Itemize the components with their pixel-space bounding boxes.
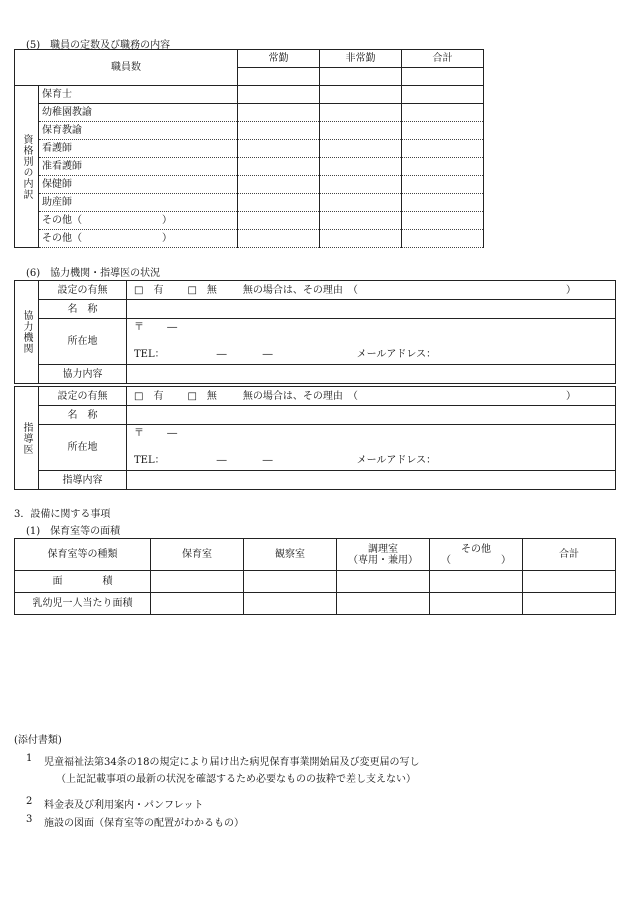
cell[interactable] <box>402 176 484 194</box>
tel-dash-1: ― <box>216 349 227 360</box>
role-row: 保健師 <box>39 176 238 194</box>
mail-label: メールアドレス： <box>356 349 437 360</box>
cell[interactable] <box>320 212 402 230</box>
cell[interactable] <box>402 230 484 248</box>
reason-label: 無の場合は、その理由 （ <box>242 284 358 296</box>
reason-close: ） <box>566 390 576 402</box>
attachment-text: 施設の図面（保育室等の配置がわかるもの） <box>44 818 244 829</box>
cell[interactable] <box>244 593 337 615</box>
col-fulltime: 常勤 <box>238 50 320 68</box>
row-area: 面 積 <box>15 571 151 593</box>
cell[interactable] <box>430 571 523 593</box>
group-label: 協力機関 <box>15 281 39 384</box>
staff-total-cell[interactable] <box>402 68 484 86</box>
cell[interactable] <box>402 104 484 122</box>
tel-label: TEL： <box>134 455 165 466</box>
address-field[interactable] <box>127 319 616 365</box>
cell[interactable] <box>402 194 484 212</box>
header-nursery: 保育室 <box>151 539 244 571</box>
cell[interactable] <box>238 194 320 212</box>
setting-label: 設定の有無 <box>39 387 127 406</box>
col-parttime: 非常勤 <box>320 50 402 68</box>
kitchen-label: 調理室 <box>368 543 398 555</box>
setting-label: 設定の有無 <box>39 281 127 300</box>
reason-close: ） <box>566 284 576 296</box>
attachment-text: 料金表及び利用案内・パンフレット <box>44 800 204 811</box>
postal-code: 〒 ― <box>134 322 178 333</box>
attachment-num: 2 <box>26 796 33 807</box>
cooperating-institution-table <box>14 280 616 384</box>
content-label: 指導内容 <box>39 471 127 490</box>
cell[interactable] <box>337 593 430 615</box>
header-type: 保育室等の種類 <box>15 539 151 571</box>
cell[interactable] <box>238 140 320 158</box>
cell[interactable] <box>238 230 320 248</box>
postal-code: 〒 ― <box>134 428 178 439</box>
staff-count-header: 職員数 <box>15 50 238 86</box>
role-row: その他（ ） <box>39 212 238 230</box>
address-label: 所在地 <box>39 319 127 365</box>
yes-checkbox[interactable]: □ 有 <box>134 284 164 296</box>
reason-label: 無の場合は、その理由 （ <box>242 390 358 402</box>
attachment-note: （上記記載事項の最新の状況を確認するため必要なものの抜粋で差し支えない） <box>56 774 416 785</box>
cell[interactable] <box>402 86 484 104</box>
cell[interactable] <box>402 140 484 158</box>
cell[interactable] <box>320 86 402 104</box>
header-total: 合計 <box>523 539 616 571</box>
qualification-label: 資格別の内訳 <box>15 86 39 248</box>
tel-dash-1: ― <box>216 455 227 466</box>
cell[interactable] <box>320 194 402 212</box>
no-checkbox[interactable]: □ 無 <box>187 390 217 402</box>
section-3-subtitle: (1) 保育室等の面積 <box>26 526 121 537</box>
cell[interactable] <box>320 158 402 176</box>
tel-dash-2: ― <box>262 455 273 466</box>
role-row: 保育士 <box>39 86 238 104</box>
name-field[interactable] <box>127 300 616 319</box>
cell[interactable] <box>238 104 320 122</box>
attachment-text: 児童福祉法第34条の18の規定により届け出た病児保育事業開始届及び変更届の写し <box>44 757 420 768</box>
mail-label: メールアドレス： <box>356 455 437 466</box>
cell[interactable] <box>244 571 337 593</box>
content-field[interactable] <box>127 471 616 490</box>
cell[interactable] <box>320 176 402 194</box>
name-field[interactable] <box>127 406 616 425</box>
name-label: 名 称 <box>39 406 127 425</box>
no-checkbox[interactable]: □ 無 <box>187 284 217 296</box>
header-kitchen <box>337 539 430 571</box>
section-6-title: (6) 協力機関・指導医の状況 <box>26 268 161 279</box>
header-other <box>430 539 523 571</box>
content-field[interactable] <box>127 365 616 384</box>
cell[interactable] <box>238 158 320 176</box>
staff-fulltime-cell[interactable] <box>238 68 320 86</box>
setting-value <box>127 281 616 300</box>
role-row: 助産師 <box>39 194 238 212</box>
supervising-doctor-table <box>14 386 616 490</box>
section-5-title: (5) 職員の定数及び職務の内容 <box>26 40 171 51</box>
tel-label: TEL： <box>134 349 165 360</box>
yes-checkbox[interactable]: □ 有 <box>134 390 164 402</box>
header-observation: 観察室 <box>244 539 337 571</box>
row-area-per-child: 乳幼児一人当たり面積 <box>15 593 151 615</box>
role-row: 准看護師 <box>39 158 238 176</box>
kitchen-sub: （専用・兼用） <box>348 554 418 566</box>
cell[interactable] <box>238 212 320 230</box>
cell[interactable] <box>238 122 320 140</box>
facility-area-table <box>14 538 616 615</box>
cell[interactable] <box>402 158 484 176</box>
cell[interactable] <box>320 104 402 122</box>
cell[interactable] <box>402 212 484 230</box>
address-field[interactable] <box>127 425 616 471</box>
cell[interactable] <box>151 593 244 615</box>
col-total: 合計 <box>402 50 484 68</box>
cell[interactable] <box>151 571 244 593</box>
cell[interactable] <box>320 230 402 248</box>
cell[interactable] <box>320 122 402 140</box>
staff-parttime-cell[interactable] <box>320 68 402 86</box>
role-row: 看護師 <box>39 140 238 158</box>
role-row: 保育教諭 <box>39 122 238 140</box>
name-label: 名 称 <box>39 300 127 319</box>
cell[interactable] <box>238 176 320 194</box>
cell[interactable] <box>523 593 616 615</box>
other-sub: （ ） <box>441 554 511 566</box>
address-label: 所在地 <box>39 425 127 471</box>
attachment-num: 1 <box>26 753 33 764</box>
setting-value <box>127 387 616 406</box>
cell[interactable] <box>430 593 523 615</box>
other-label: その他 <box>461 543 491 555</box>
content-label: 協力内容 <box>39 365 127 384</box>
attachment-num: 3 <box>26 814 33 825</box>
cell[interactable] <box>337 571 430 593</box>
role-row: 幼稚園教諭 <box>39 104 238 122</box>
cell[interactable] <box>320 140 402 158</box>
role-row: その他（ ） <box>39 230 238 248</box>
staff-table <box>14 49 484 248</box>
cell[interactable] <box>402 122 484 140</box>
group-label: 指導医 <box>15 387 39 490</box>
cell[interactable] <box>523 571 616 593</box>
section-3-title: 3．設備に関する事項 <box>14 509 111 520</box>
tel-dash-2: ― <box>262 349 273 360</box>
attachments-title: (添付書類) <box>14 735 62 746</box>
cell[interactable] <box>238 86 320 104</box>
